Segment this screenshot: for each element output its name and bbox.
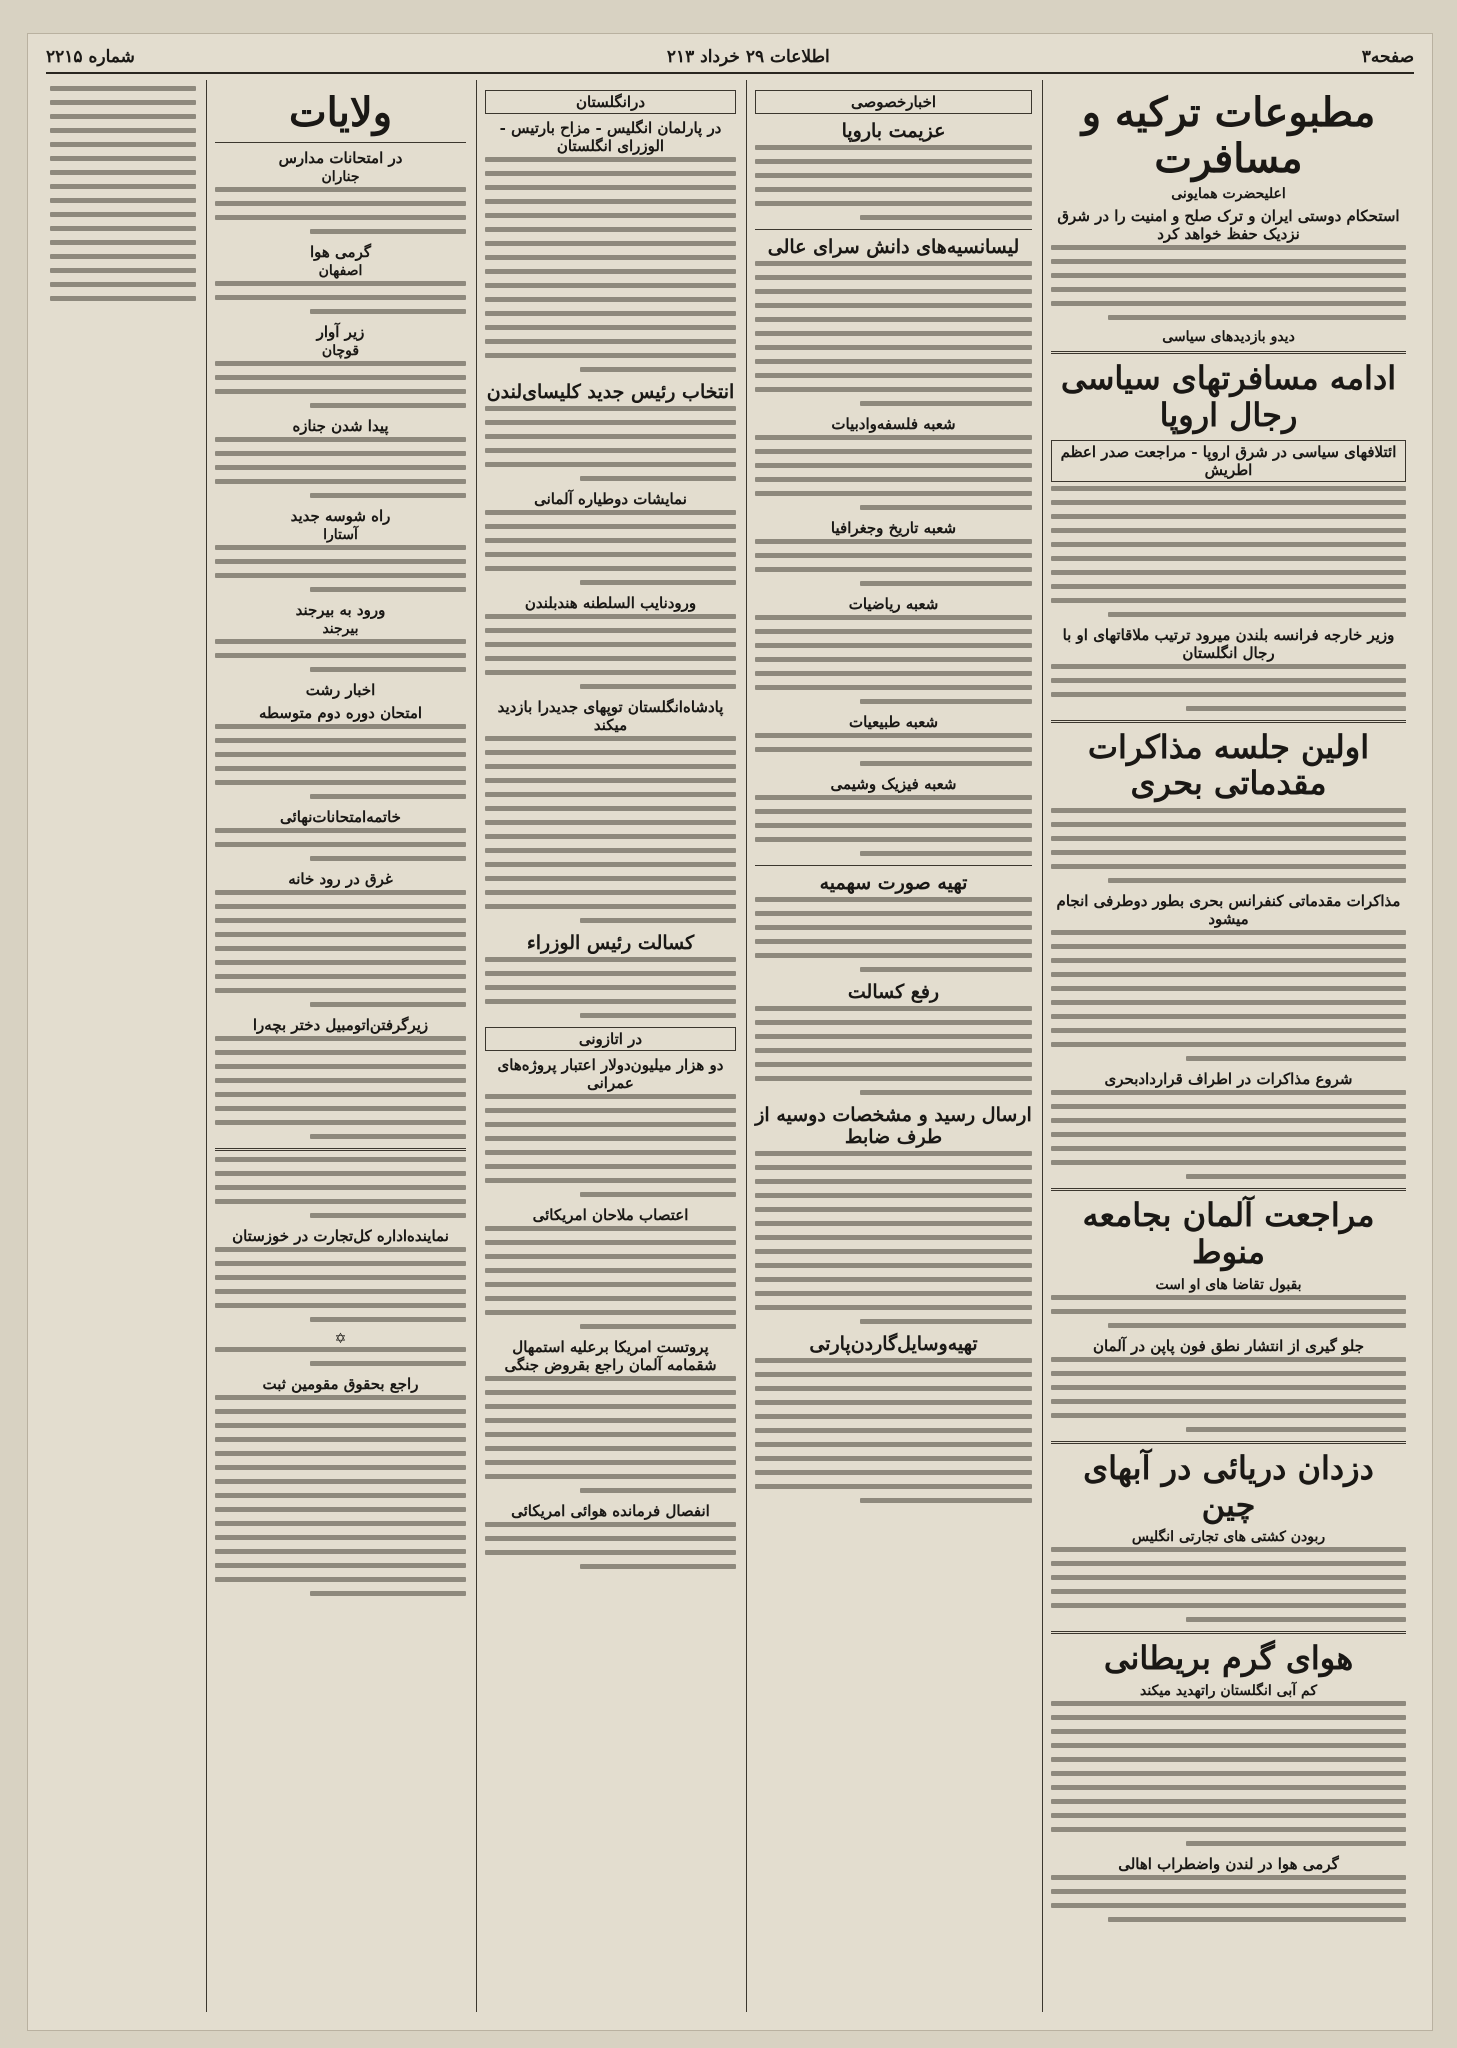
- headline-graduates: لیسانسیه‌های دانش سرای عالی: [767, 236, 1020, 258]
- subheadline-visits: دیدو بازدیدهای سیاسی: [1162, 329, 1295, 345]
- article-body: [755, 435, 1032, 510]
- headline-europe-trip: عزیمت باروپا: [841, 120, 946, 142]
- headline-drowning: غرق در رود خانه: [288, 870, 393, 888]
- section-title-special: اخبارخصوصی: [755, 90, 1032, 114]
- headline-german-planes: نمایشات دوطیاره آلمانی: [534, 490, 687, 508]
- subheadline-naval-conference: مذاکرات مقدماتی کنفرانس بحری بطور دوطرفی انجام میشود: [1056, 892, 1401, 929]
- article-body: [755, 615, 1032, 704]
- headline-air-commander: انفصال فرمانده هوائی امریکائی: [511, 1502, 710, 1520]
- article-body: [1051, 1295, 1406, 1328]
- column-special-news: [746, 80, 1040, 2012]
- article-body: [485, 736, 736, 923]
- column-margin: [42, 80, 204, 2012]
- headline-king-cannons: پادشاه‌انگلستان توپهای جدیدرا بازدید میکند: [497, 698, 724, 734]
- article-body: [215, 361, 466, 408]
- subheadline-papen-speech: جلو گیری از انتشار نطق فون پاپن در آلمان: [1092, 1336, 1365, 1355]
- article-body: [485, 406, 736, 481]
- article-body: [215, 1036, 466, 1139]
- headline-khuzestan-trade: نماینده‌اداره کل‌تجارت در خوزستان: [232, 1227, 449, 1245]
- article-body: [485, 614, 736, 689]
- article-body: [1051, 664, 1406, 711]
- headline-garden-party: تهیه‌وسایل‌گاردن‌پارتی: [809, 1333, 978, 1355]
- section-mathematics: شعبه ریاضیات: [848, 595, 939, 613]
- column-world-news: [1042, 80, 1414, 2012]
- headline-tag-friendship: استحکام دوستی ایران و ترک صلح و امنیت را در شرق نزدیک حفظ خواهد کرد: [1057, 207, 1400, 243]
- headline-sailors-strike: اعتصاب ملاحان امریکائی: [532, 1206, 689, 1224]
- column-england: [476, 80, 744, 2012]
- headline-rasht-news: اخبار رشت: [305, 681, 376, 699]
- headline-turkish-press: مطبوعات ترکیه و مسافرت: [1081, 89, 1376, 182]
- subheadline-ship-seized: ربودن کشتی های تجارتی انگلیس: [1131, 1529, 1326, 1546]
- article-body: [215, 437, 466, 498]
- section-title-england: درانگلستان: [485, 90, 736, 114]
- article-body: [485, 510, 736, 585]
- article-body: [485, 957, 736, 1018]
- headline-dossier-receipts: ارسال رسید و مشخصات دوسیه از طرف ضابط: [755, 1104, 1032, 1148]
- headline-body-found: پیدا شدن جنازه: [292, 417, 389, 435]
- article-body: [215, 724, 466, 799]
- dateline-isfahan: اصفهان: [318, 263, 363, 279]
- article-body: [1051, 486, 1406, 617]
- headline-viceroy: ورودنایب السلطنه هندبلندن: [524, 594, 697, 612]
- article-body: [755, 1151, 1032, 1324]
- ornament-icon: ✡: [334, 1331, 347, 1347]
- headline-quota-list: تهیه صورت سهمیه: [819, 872, 968, 894]
- dateline-quchan: قوچان: [321, 343, 360, 359]
- dateline-birjand: بیرجند: [322, 621, 359, 637]
- subheadline-naval-treaty: شروع مذاکرات در اطراف قراردادبحری: [1104, 1070, 1353, 1089]
- section-philosophy: شعبه فلسفه‌وادبیات: [831, 415, 956, 433]
- article-body: [215, 639, 466, 672]
- dateline-astara: آستارا: [323, 527, 358, 543]
- headline-birjand-arrival: ورود به بیرجند: [295, 601, 386, 619]
- headline-car-accident: زیرگرفتن‌اتومبیل دختر بچه‌را: [252, 1016, 429, 1034]
- headline-war-debts: پروتست امریکا برعلیه استمهال شقمامه آلمان راجع بقروض جنگی: [504, 1338, 717, 1374]
- article-body: [215, 1347, 466, 1366]
- article-body: [1051, 1875, 1406, 1922]
- article-body: [755, 539, 1032, 586]
- article-body: [485, 1226, 736, 1329]
- headline-british-heat: هوای گرم بریطانی: [1103, 1639, 1354, 1678]
- section-history: شعبه تاریخ وجغرافیا: [830, 519, 957, 537]
- headline-new-road: راه شوسه جدید: [290, 507, 391, 525]
- article-body: [215, 828, 466, 861]
- page-number: صفحه۳: [1361, 47, 1414, 67]
- article-body: [215, 1247, 466, 1322]
- article-body: [485, 157, 736, 372]
- headline-secondary-exam: امتحان دوره دوم متوسطه: [258, 704, 423, 722]
- article-body: [1051, 1701, 1406, 1846]
- headline-parliament: در پارلمان انگلیس - مزاح بارتیس - الوزرای انگلستان: [499, 119, 722, 155]
- headline-european-travels: ادامه مسافرتهای سیاسی رجال اروپا: [1060, 359, 1397, 434]
- article-body: [755, 261, 1032, 406]
- headline-registry-assessors: راجع بحقوق مقومین ثبت: [262, 1375, 419, 1393]
- headline-school-exams: در امتحانات مدارس: [278, 149, 403, 167]
- issue-date: اطلاعات ۲۹ خرداد ۲۱۳: [666, 47, 830, 67]
- headline-recovery: رفع کسالت: [847, 981, 940, 1003]
- article-body: [215, 1395, 466, 1596]
- subheadline-france-minister: وزیر خارجه فرانسه بلندن میرود ترتیب ملاقاتهای او با رجال انگلستان: [1062, 625, 1395, 662]
- issue-number: شماره ۲۲۱۵: [46, 47, 135, 67]
- section-title-provinces: ولایات: [288, 89, 393, 136]
- subheadline-london-heat: گرمی هوا در لندن واضطراب اهالی: [1118, 1855, 1339, 1874]
- article-body: [755, 795, 1032, 856]
- section-title-usa: در اتازونی: [485, 1027, 736, 1051]
- article-body: [215, 187, 466, 234]
- article-body: [1051, 1357, 1406, 1432]
- article-body: [215, 1157, 466, 1218]
- headline-hot-weather: گرمی هوا: [309, 243, 371, 261]
- section-physics-chemistry: شعبه فیزیک وشیمی: [830, 775, 957, 793]
- subheadline-majesty: اعلیحضرت همایونی: [1171, 186, 1286, 202]
- article-body: [215, 890, 466, 1007]
- article-body: [215, 281, 466, 314]
- subheadline-water-shortage: کم آبی انگلستان راتهدید میکند: [1140, 1683, 1317, 1700]
- article-body: [485, 1376, 736, 1493]
- newspaper-page: [28, 34, 1432, 2030]
- column-provinces: [206, 80, 474, 2012]
- article-body: [485, 1094, 736, 1197]
- article-body: [1051, 1547, 1406, 1622]
- headline-pm-illness: کسالت رئیس الوزراء: [526, 932, 695, 954]
- headline-final-exams: خاتمه‌امتحانات‌نهائی: [280, 808, 401, 826]
- subheadline-germany-demands: بقبول تقاضا های او است: [1155, 1276, 1302, 1293]
- headline-rubble: زیر آوار: [316, 323, 365, 341]
- page-header: [46, 42, 1414, 74]
- article-body: [1051, 1090, 1406, 1179]
- article-body: [755, 733, 1032, 766]
- headline-germany-league: مراجعت آلمان بجامعه منوط: [1082, 1196, 1375, 1271]
- article-body: [1051, 808, 1406, 883]
- article-body: [1051, 245, 1406, 320]
- headline-billion-dollars: دو هزار میلیون‌دولار اعتبار پروژه‌های عمرانی: [497, 1056, 724, 1092]
- dateline-jonaran: جناران: [321, 169, 360, 185]
- article-body: [755, 145, 1032, 220]
- article-body: [755, 1358, 1032, 1503]
- section-natural-sciences: شعبه طبیعیات: [848, 713, 939, 731]
- article-body: [215, 545, 466, 592]
- headline-church-head: انتخاب رئیس جدید کلیسای‌لندن: [486, 381, 735, 403]
- article-body: [1051, 930, 1406, 1061]
- headline-china-pirates: دزدان دریائی در آبهای چین: [1083, 1448, 1374, 1524]
- article-body: [755, 1006, 1032, 1095]
- article-body: [755, 897, 1032, 972]
- headline-tag-coalitions: ائتلافهای سیاسی در شرق اروپا - مراجعت صدر اعظم اطریش: [1051, 440, 1406, 482]
- article-body: [485, 1522, 736, 1569]
- article-body: [50, 86, 196, 301]
- headline-naval-talks: اولین جلسه مذاکرات مقدماتی بحری: [1087, 727, 1370, 803]
